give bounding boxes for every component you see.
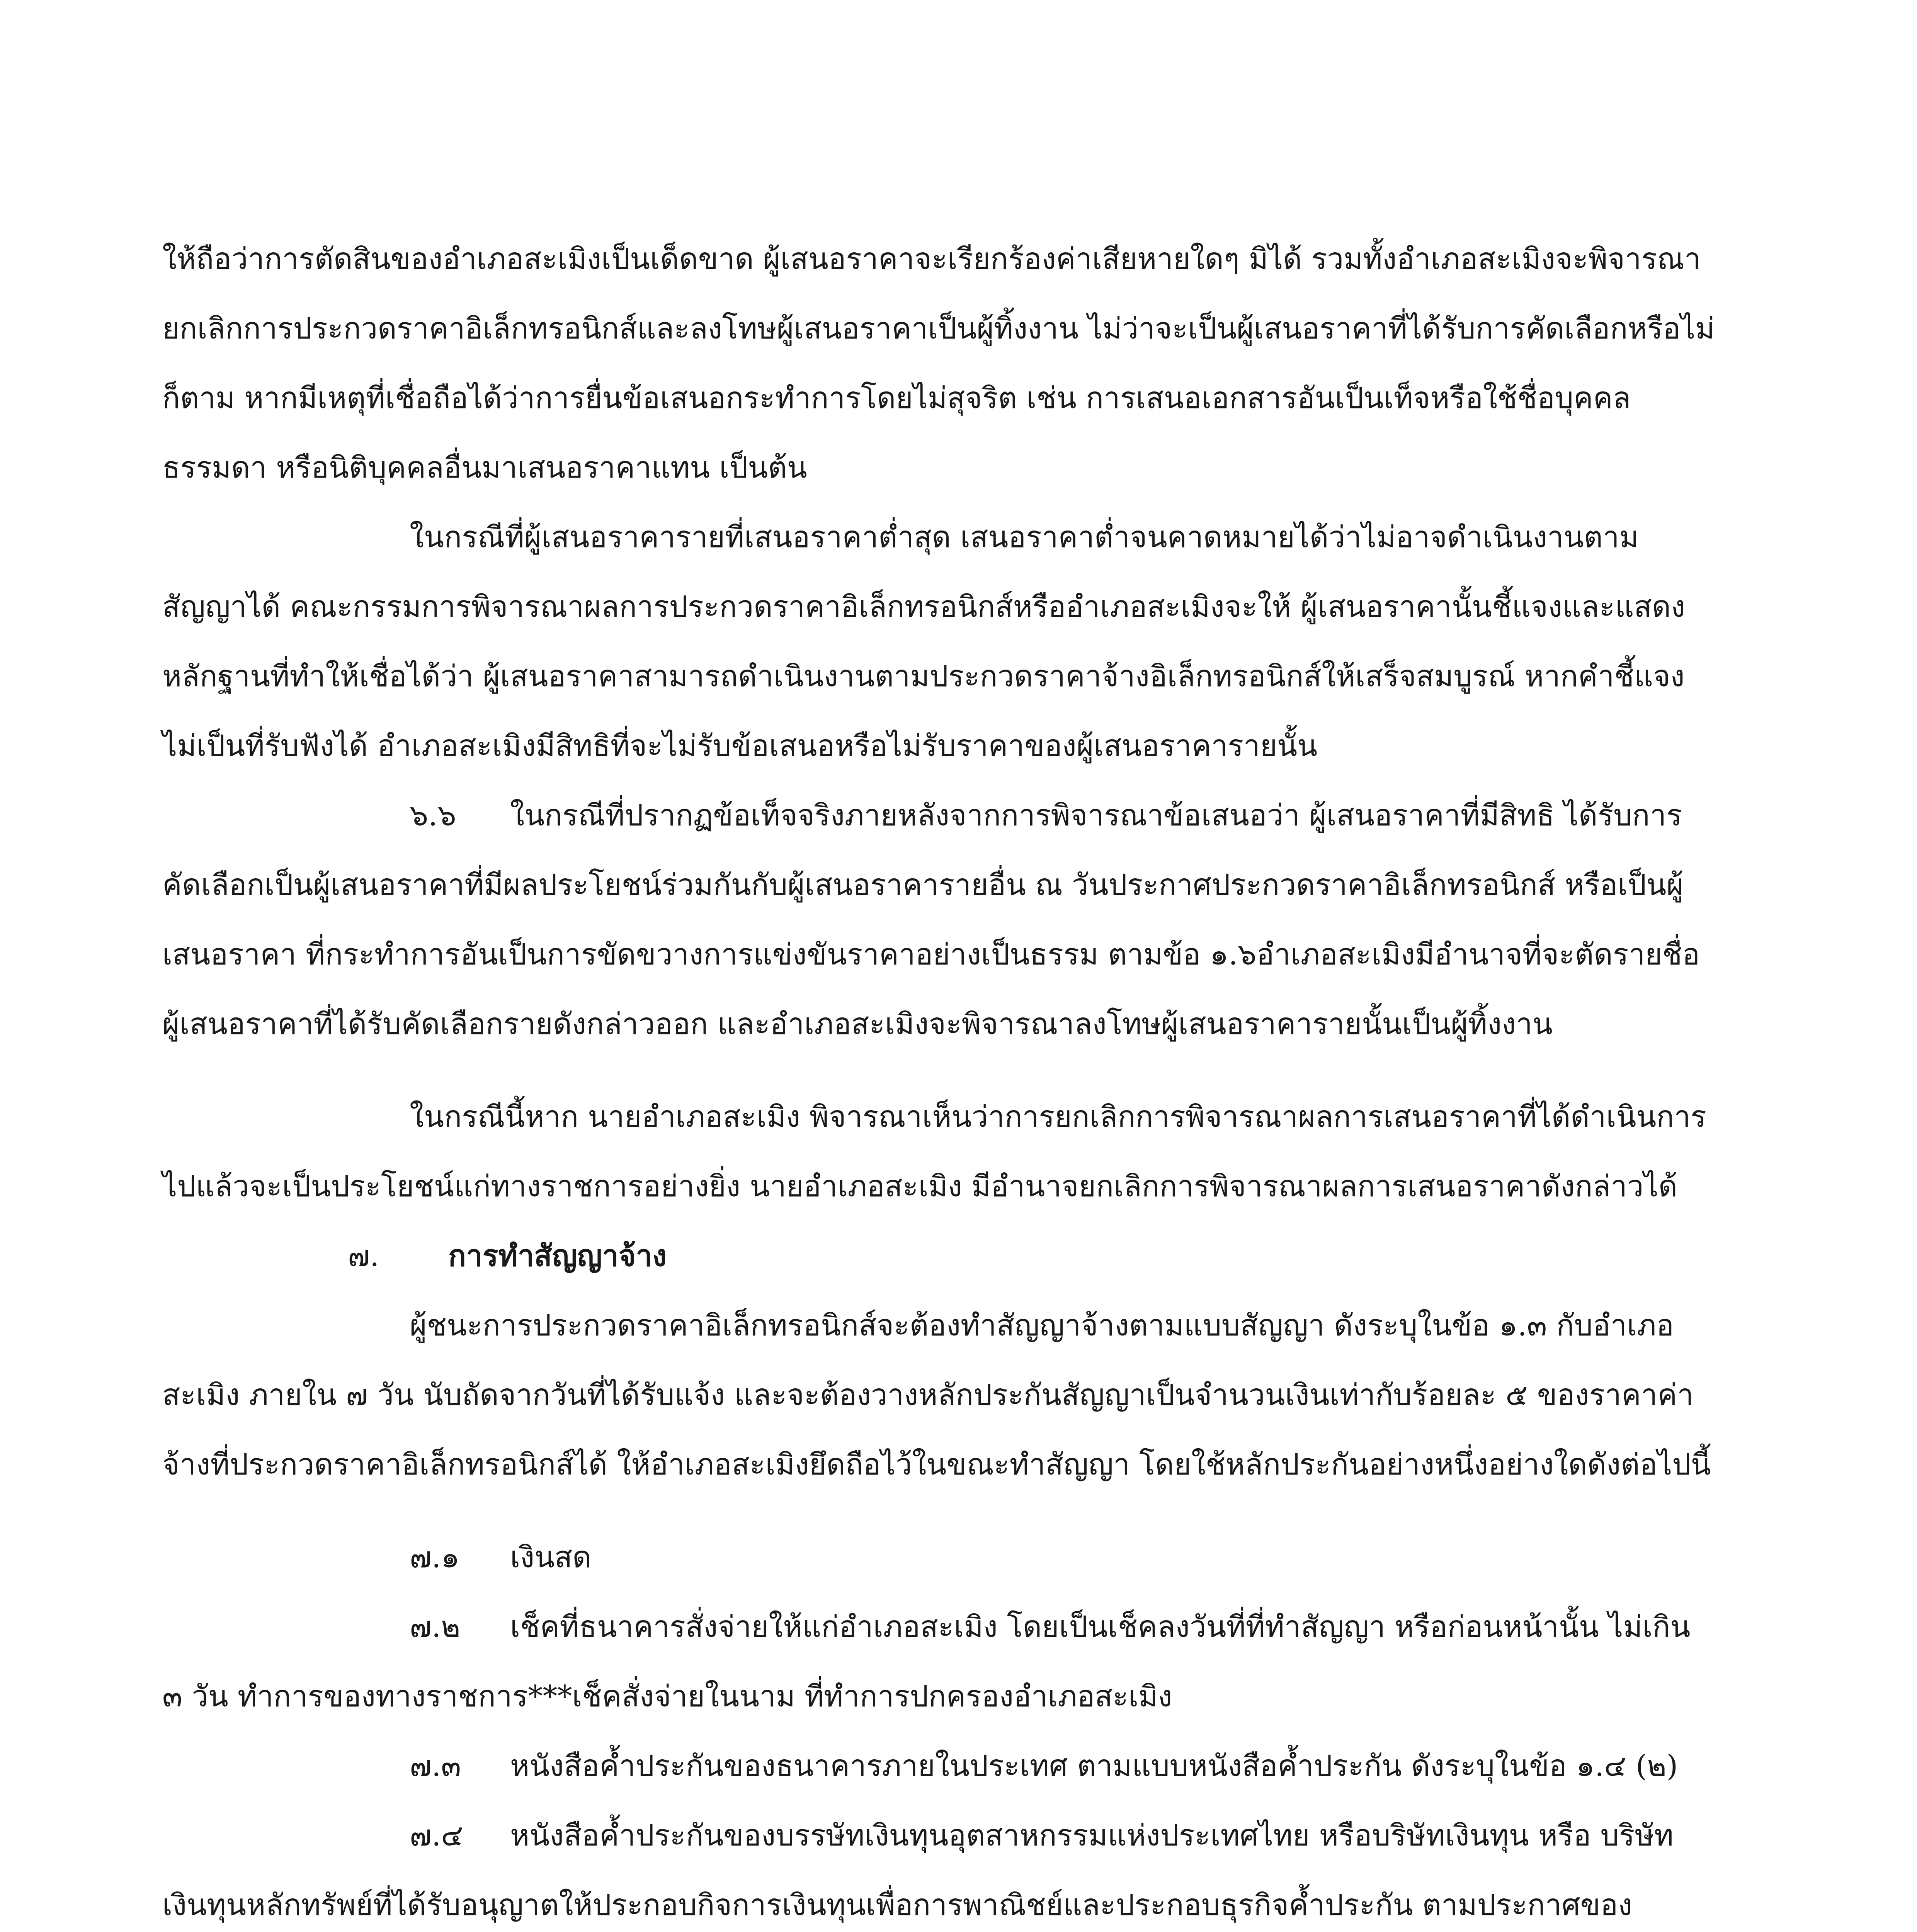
section-title: การทำสัญญาจ้าง	[448, 1238, 667, 1273]
item-7-2	[162, 1592, 1716, 1731]
item-7-1	[162, 1522, 1716, 1592]
item-number: ๗.๑	[410, 1540, 460, 1574]
spacer	[162, 1059, 1716, 1082]
paragraph-6-6	[162, 781, 1716, 1059]
document-body	[162, 224, 1716, 1932]
spacer	[162, 1499, 1716, 1522]
item-text: เช็คที่ธนาคารสั่งจ่ายให้แก่อำเภอสะเมิง โดยเป็นเช็คลงวันที่ที่ทำสัญญา หรือก่อนหน้านั้น ไม่เกิน ๓ วัน ทำการของทางราชการ***เช็คสั่งจ่ายในนาม ที่ทำการปกครองอำเภอสะเมิง	[162, 1609, 1691, 1713]
section-7-heading	[162, 1221, 1716, 1291]
clause-text: ในกรณีที่ปรากฏข้อเท็จจริงภายหลังจากการพิจารณาข้อเสนอว่า ผู้เสนอราคาที่มีสิทธิ ได้รับการคัดเลือกเป็นผู้เสนอราคาที่มีผลประโยชน์ร่วมกันกับผู้เสนอราคารายอื่น ณ วันประกาศประกวดราคาอิเล็กทรอนิกส์ หรือเป็นผู้เสนอราคา ที่กระทำการอันเป็นการขัดขวางการแข่งขันราคาอย่างเป็นธรรม ตามข้อ ๑.๖อำเภอสะเมิงมีอำนาจที่จะตัดรายชื่อผู้เสนอราคาที่ได้รับคัดเลือกรายดังกล่าวออก และอำเภอสะเมิงจะพิจารณาลงโทษผู้เสนอราคารายนั้นเป็นผู้ทิ้งงาน	[162, 798, 1700, 1041]
item-number: ๗.๔	[410, 1818, 463, 1852]
paragraph-decision-final: ให้ถือว่าการตัดสินของอำเภอสะเมิงเป็นเด็ดขาด ผู้เสนอราคาจะเรียกร้องค่าเสียหายใดๆ มิได้ รวมทั้งอำเภอสะเมิงจะพิจารณายกเลิกการประกวดราคาอิเล็กทรอนิกส์และลงโทษผู้เสนอราคาเป็นผู้ทิ้งงาน ไม่ว่าจะเป็นผู้เสนอราคาที่ได้รับการคัดเลือกหรือไม่ก็ตาม หากมีเหตุที่เชื่อถือได้ว่าการยื่นข้อเสนอกระทำการโดยไม่สุจริต เช่น การเสนอเอกสารอันเป็นเท็จหรือใช้ชื่อบุคคลธรรมดา หรือนิติบุคคลอื่นมาเสนอราคาแทน เป็นต้น	[162, 242, 1715, 485]
clause-number: ๖.๖	[410, 798, 456, 832]
paragraph-cancel-authority: ในกรณีนี้หาก นายอำเภอสะเมิง พิจารณาเห็นว่าการยกเลิกการพิจารณาผลการเสนอราคาที่ได้ดำเนินการไปแล้วจะเป็นประโยชน์แก่ทางราชการอย่างยิ่ง นายอำเภอสะเมิง มีอำนาจยกเลิกการพิจารณาผลการเสนอราคาดังกล่าวได้	[162, 1099, 1706, 1203]
item-7-4	[162, 1801, 1716, 1932]
item-number: ๗.๓	[410, 1748, 461, 1783]
item-number: ๗.๒	[410, 1609, 461, 1644]
paragraph-low-bid: ในกรณีที่ผู้เสนอราคารายที่เสนอราคาต่ำสุด เสนอราคาต่ำจนคาดหมายได้ว่าไม่อาจดำเนินงานตามสัญญาได้ คณะกรรมการพิจารณาผลการประกวดราคาอิเล็กทรอนิกส์หรืออำเภอสะเมิงจะให้ ผู้เสนอราคานั้นชี้แจงและแสดงหลักฐานที่ทำให้เชื่อได้ว่า ผู้เสนอราคาสามารถดำเนินงานตามประกวดราคาจ้างอิเล็กทรอนิกส์ให้เสร็จสมบูรณ์ หากคำชี้แจงไม่เป็นที่รับฟังได้ อำเภอสะเมิงมีสิทธิที่จะไม่รับข้อเสนอหรือไม่รับราคาของผู้เสนอราคารายนั้น	[162, 520, 1686, 763]
item-text: หนังสือค้ำประกันของธนาคารภายในประเทศ ตามแบบหนังสือค้ำประกัน ดังระบุในข้อ ๑.๔ (๒)	[510, 1748, 1678, 1783]
section-7-intro: ผู้ชนะการประกวดราคาอิเล็กทรอนิกส์จะต้องทำสัญญาจ้างตามแบบสัญญา ดังระบุในข้อ ๑.๓ กับอำเภอสะเมิง ภายใน ๗ วัน นับถัดจากวันที่ได้รับแจ้ง และจะต้องวางหลักประกันสัญญาเป็นจำนวนเงินเท่ากับร้อยละ ๕ ของราคาค่าจ้างที่ประกวดราคาอิเล็กทรอนิกส์ได้ ให้อำเภอสะเมิงยึดถือไว้ในขณะทำสัญญา โดยใช้หลักประกันอย่างหนึ่งอย่างใดดังต่อไปนี้	[162, 1308, 1711, 1481]
item-text: เงินสด	[510, 1540, 592, 1574]
item-text: หนังสือค้ำประกันของบรรษัทเงินทุนอุตสาหกรรมแห่งประเทศไทย หรือบริษัทเงินทุน หรือ บริษัทเงินทุนหลักทรัพย์ที่ได้รับอนุญาตให้ประกอบกิจการเงินทุนเพื่อการพาณิชย์และประกอบธุรกิจค้ำประกัน ตามประกาศของ	[162, 1818, 1674, 1922]
item-7-3	[162, 1731, 1716, 1801]
section-number: ๗.	[348, 1238, 379, 1273]
